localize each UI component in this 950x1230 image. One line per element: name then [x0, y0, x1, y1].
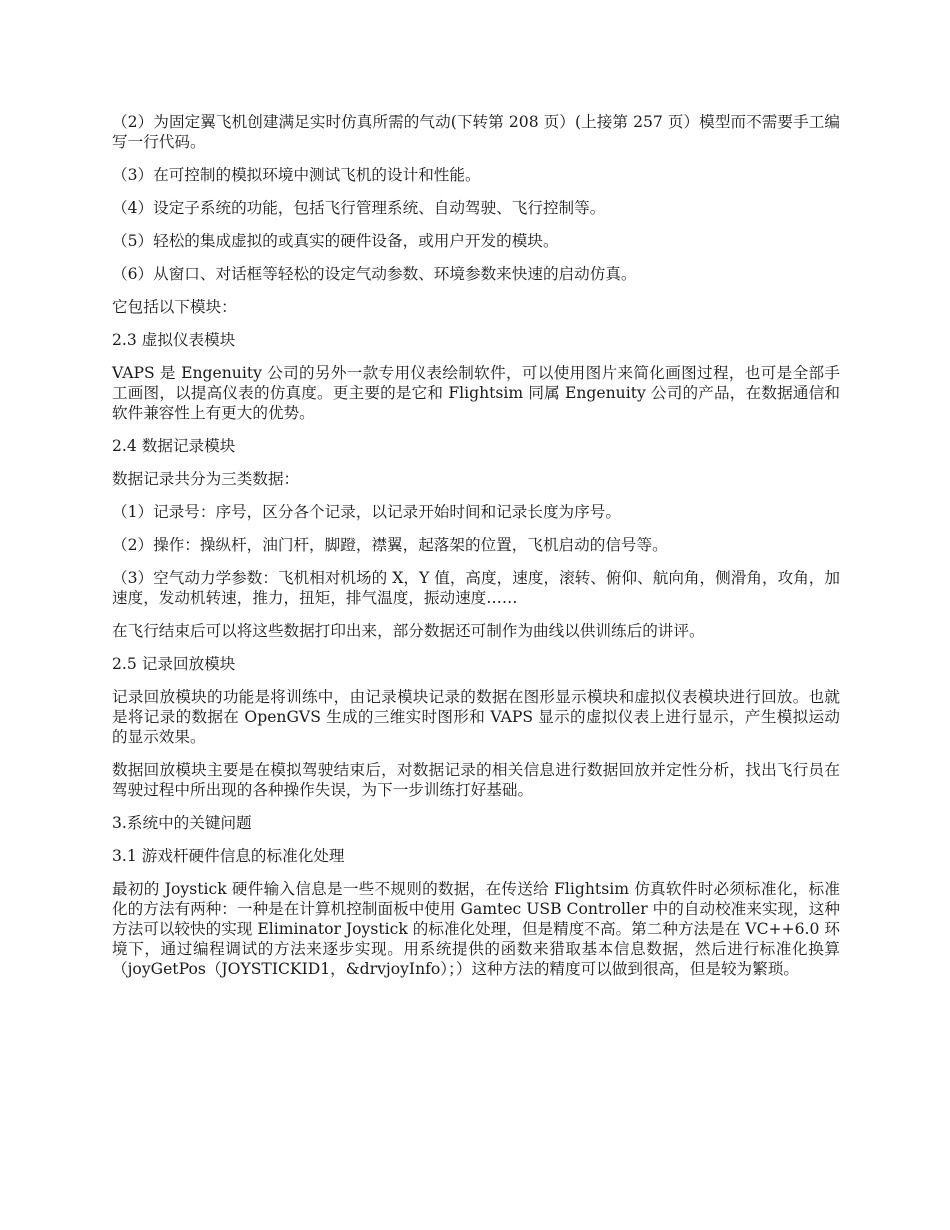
section-heading-2-4: 2.4 数据记录模块	[112, 437, 236, 455]
paragraph-data-types: 数据记录共分为三类数据：	[112, 470, 300, 488]
paragraph-vaps: VAPS 是 Engenuity 公司的另外一款专用仪表绘制软件，可以使用图片来简化画图过程，也可是全部手工画图，以提高仪表的仿真度。更主要的是它和 Flightsim 同属 Engenuity 公司的产品，在数据通信和软件兼容性上有更大的优势。	[112, 364, 840, 422]
list-item-3: （3）在可控制的模拟环境中测试飞机的设计和性能。	[112, 166, 481, 184]
paragraph-joystick: 最初的 Joystick 硬件输入信息是一些不规则的数据，在传送给 Flightsim 仿真软件时必须标准化，标准化的方法有两种：一种是在计算机控制面板中使用 Gamtec USB Controller 中的自动校准来实现，这种方法可以较快的实现 Eliminator Joystick 的标准化处理，但是精度不高。第二种方法是在 VC++6.0 环境下，通过编程调试的方法来逐步实现。用系统提供的函数来猎取基本信息数据，然后进行标准化换算（joyGetPos（JOYSTICKID1，&drvjoyInfo）；）这种方法的精度可以做到很高，但是较为繁琐。	[112, 880, 840, 978]
document-body	[112, 112, 840, 992]
list-item-6: （6）从窗口、对话框等轻松的设定气动参数、环境参数来快速的启动仿真。	[112, 265, 637, 283]
list-item-aero-params: （3）空气动力学参数：飞机相对机场的 X，Y 值，高度，速度，滚转、俯仰、航向角，侧滑角，攻角，加速度，发动机转速，推力，扭矩，排气温度，振动速度……	[112, 569, 840, 607]
section-heading-3-1: 3.1 游戏杆硬件信息的标准化处理	[112, 847, 345, 865]
paragraph-playback-function: 记录回放模块的功能是将训练中，由记录模块记录的数据在图形显示模块和虚拟仪表模块进行回放。也就是将记录的数据在 OpenGVS 生成的三维实时图形和 VAPS 显示的虚拟仪表上进行显示，产生模拟运动的显示效果。	[112, 688, 840, 746]
section-heading-2-3: 2.3 虚拟仪表模块	[112, 331, 236, 349]
paragraph-print-data: 在飞行结束后可以将这些数据打印出来，部分数据还可制作为曲线以供训练后的讲评。	[112, 622, 705, 640]
modules-intro: 它包括以下模块：	[112, 298, 237, 316]
list-item-5: （5）轻松的集成虚拟的或真实的硬件设备，或用户开发的模块。	[112, 232, 559, 250]
list-item-record-number: （1）记录号：序号，区分各个记录，以记录开始时间和记录长度为序号。	[112, 503, 621, 521]
list-item-2: （2）为固定翼飞机创建满足实时仿真所需的气动(下转第 208 页）(上接第 257 页）模型而不需要手工编写一行代码。	[112, 113, 840, 151]
list-item-operation: （2）操作：操纵杆，油门杆，脚蹬，襟翼，起落架的位置，飞机启动的信号等。	[112, 536, 668, 554]
section-heading-3: 3.系统中的关键问题	[112, 814, 252, 832]
list-item-4: （4）设定子系统的功能，包括飞行管理系统、自动驾驶、飞行控制等。	[112, 199, 606, 217]
paragraph-playback-analysis: 数据回放模块主要是在模拟驾驶结束后，对数据记录的相关信息进行数据回放并定性分析，找出飞行员在驾驶过程中所出现的各种操作失误，为下一步训练打好基础。	[112, 761, 840, 799]
section-heading-2-5: 2.5 记录回放模块	[112, 655, 236, 673]
